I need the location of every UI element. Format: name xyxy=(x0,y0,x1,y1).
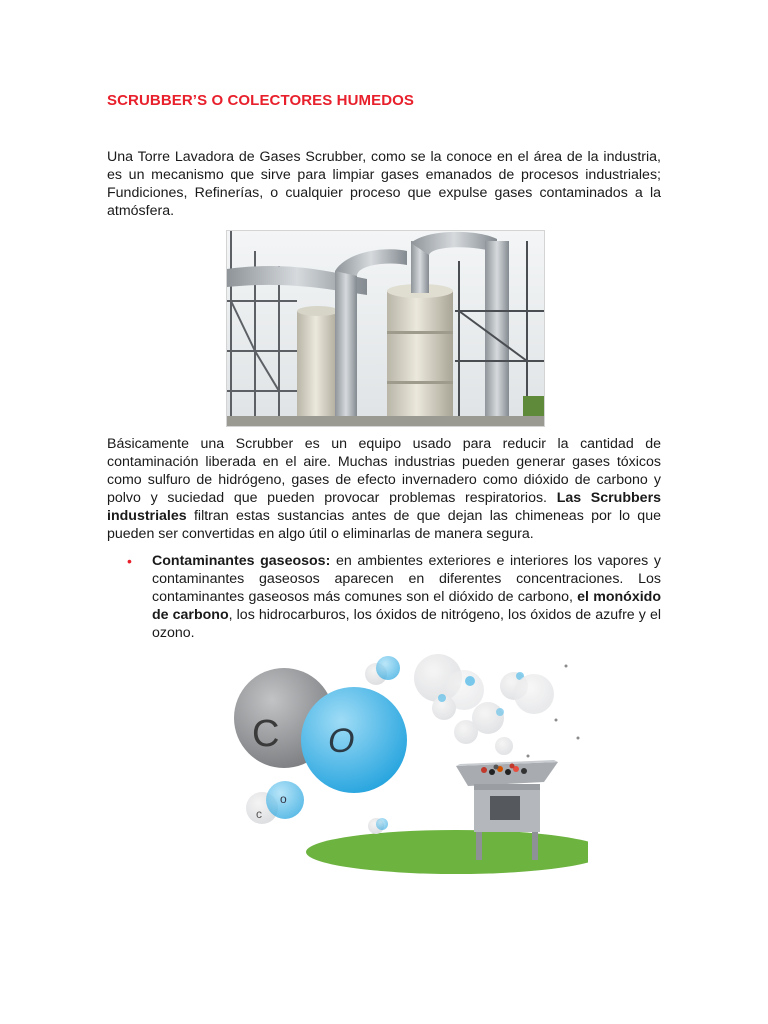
description-text-before: Básicamente una Scrubber es un equipo usado para reducir la cantidad de contaminación liberada en el aire. Muchas industrias pueden generar gases tóxicos como sulfuro de hidrógeno, gases de efecto invernadero como dióxido de carbono y polvo y suciedad que pueden provocar problemas respiratorios. xyxy=(107,436,661,506)
bullet-bold-mid: el monóxido de carbono xyxy=(152,589,661,623)
small-carbon-letter: c xyxy=(256,807,262,821)
bullet-text-after: , los hidrocarburos, los óxidos de nitrógeno, los óxidos de azufre y el ozono. xyxy=(152,607,662,641)
description-bold-phrase: Las Scrubbers industriales xyxy=(107,490,661,524)
description-paragraph xyxy=(107,435,661,543)
pollutant-bullet-list xyxy=(107,552,661,642)
document-title: SCRUBBER’S O COLECTORES HUMEDOS xyxy=(107,92,415,109)
bullet-text-before: en ambientes exteriores e interiores los vapores y contaminantes gaseosos aparecen en diferentes concentraciones. Los contaminantes gaseosos más comunes son el dióxido de carbono, xyxy=(152,553,661,605)
description-text-after: filtran estas sustancias antes de que dejan las chimeneas por lo que pueden ser convertidas en algo útil o eliminarlas de manera segura. xyxy=(107,508,661,542)
grass-ground xyxy=(306,830,588,874)
oxygen-letter: O xyxy=(328,722,355,760)
intro-paragraph: Una Torre Lavadora de Gases Scrubber, como se la conoce en el área de la industria, es un mecanismo que sirve para limpiar gases emanados de procesos industriales; Fundiciones, Refinerías, o cualquier proceso que expulse gases contaminados a la atmósfera. xyxy=(107,149,661,219)
scrubber-tower-photo xyxy=(226,230,545,427)
list-item xyxy=(107,552,661,642)
bullet-bold-lead: Contaminantes gaseosos: xyxy=(152,553,331,569)
carbon-monoxide-illustration xyxy=(228,648,588,874)
carbon-letter: C xyxy=(252,713,280,755)
bullet-marker: • xyxy=(127,553,132,569)
small-oxygen-letter: o xyxy=(280,792,287,806)
